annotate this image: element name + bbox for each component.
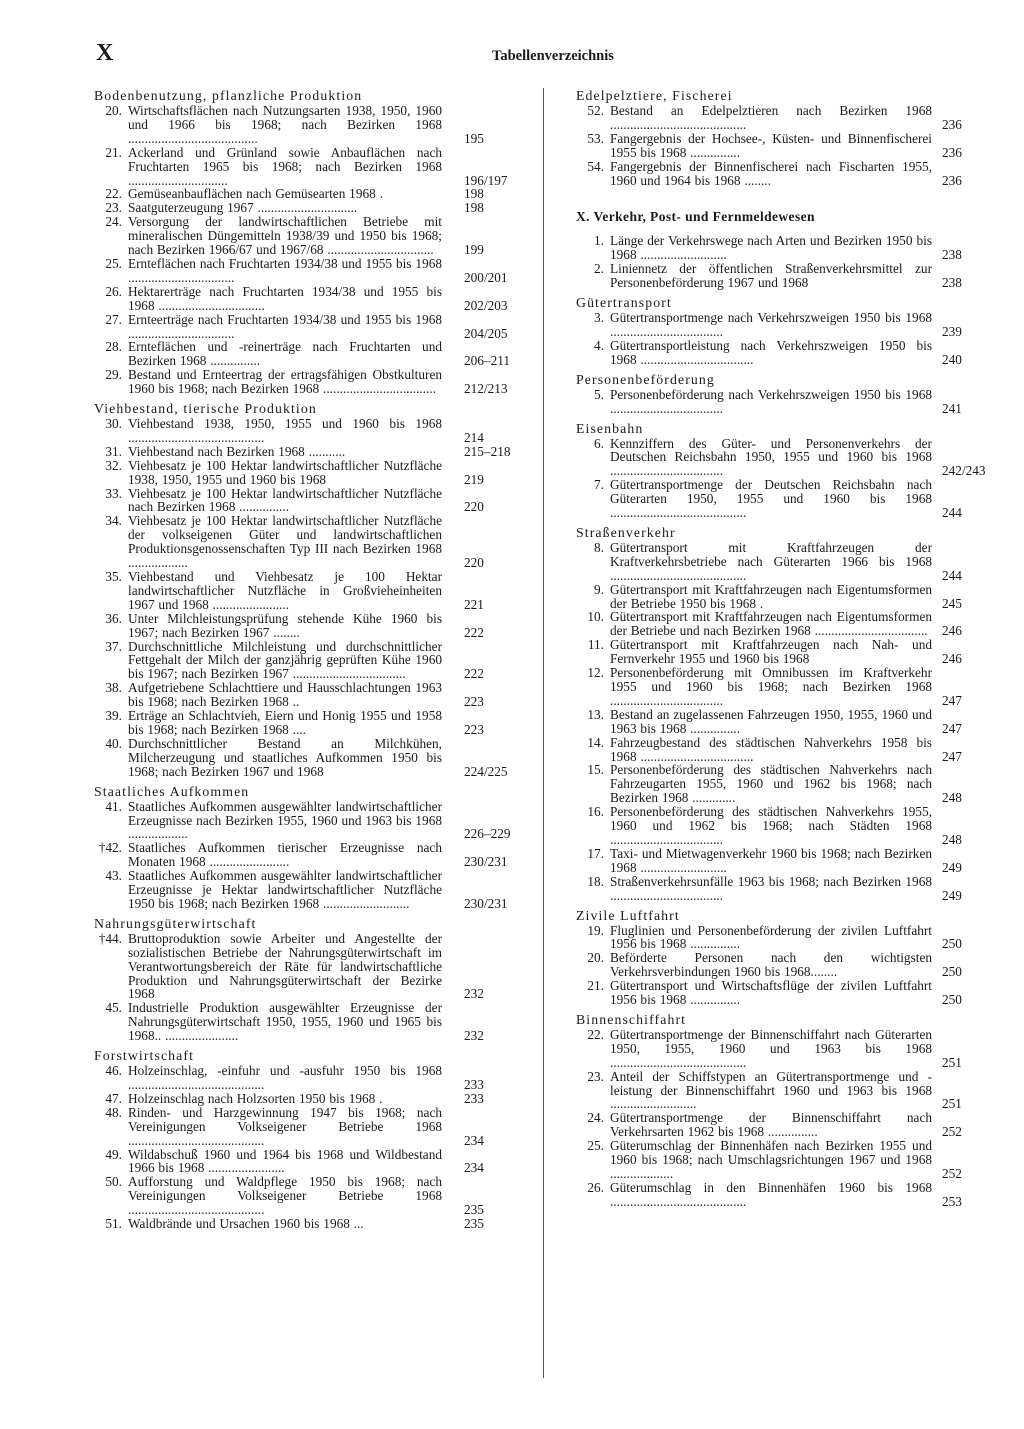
table-number: 28. [105,339,122,355]
toc-entry[interactable] [572,541,998,583]
right-column [572,86,998,1209]
page-number: 240 [942,351,962,367]
toc-entry[interactable] [90,104,520,146]
table-title: Industrielle Produktion ausgewählter Erzeugnisse der Nahrungsgüterwirtschaft 1950, 1955, 1960 und 1965 bis 1968.. ...................... [128,1000,442,1044]
toc-entry[interactable] [572,339,998,367]
toc-entry[interactable] [90,869,520,911]
toc-entry[interactable] [572,1070,998,1112]
table-title: Aufforstung und Waldpflege 1950 bis 1968; nach Vereinigungen Volkseigener Betriebe 1968 ......................................... [128,1174,442,1218]
toc-entry[interactable] [572,1111,998,1139]
toc-entry[interactable] [90,709,520,737]
table-number: 38. [105,680,122,696]
toc-entry[interactable] [90,215,520,257]
toc-entry[interactable] [90,146,520,188]
page-number: 247 [942,748,962,764]
table-title: Viehbestand und Viehbesatz je 100 Hektar landwirtschaftlicher Nutzfläche in Großvieheinheiten 1967 und 1968 ....................... [128,569,442,612]
toc-entry[interactable] [90,417,520,445]
toc-entry[interactable] [572,388,998,416]
table-number: 1. [594,233,604,249]
table-number: 30. [105,416,122,432]
page-number: 212/213 [464,381,508,397]
table-number: 49. [105,1146,122,1162]
page-number: 222 [464,624,484,640]
table-title: Anteil der Schiffstypen an Gütertransportmenge und -leistung der Binnenschiffahrt 1960 und 1963 bis 1968 .......................... [610,1068,932,1112]
page-number: 224/225 [464,763,508,779]
page-number: 235 [464,1202,484,1218]
table-number: 14. [587,734,604,750]
toc-entry[interactable] [572,875,998,903]
page-number: 250 [942,936,962,952]
toc-entry[interactable] [90,1175,520,1217]
toc-entry[interactable] [572,924,998,952]
toc-entry[interactable] [90,313,520,341]
page-number: 244 [942,505,962,521]
table-number: 39. [105,708,122,724]
table-number: 11. [587,637,604,653]
page-number: 253 [942,1193,962,1209]
table-title: Aufgetriebene Schlachttiere und Hausschlachtungen 1963 bis 1968; nach Bezirken 1968 .. [128,680,442,710]
table-title: Fahrzeugbestand des städtischen Nahverkehrs 1958 bis 1968 .................................. [610,734,932,764]
page-number: 196/197 [464,172,508,188]
table-number: 15. [587,762,604,778]
page-number: 220 [464,499,484,515]
table-number: 4. [594,337,604,353]
toc-entry[interactable] [572,805,998,847]
toc-entry[interactable] [572,132,998,160]
table-number: 54. [587,158,604,174]
toc-entry[interactable] [90,640,520,682]
table-title: Bestand an zugelassenen Fahrzeugen 1950, 1955, 1960 und 1963 bis 1968 ............... [610,706,932,736]
toc-entry[interactable] [90,737,520,779]
table-number: 6. [594,435,604,451]
page-number: 252 [942,1166,962,1181]
table-title: Gütertransport mit Kraftfahrzeugen nach Eigentumsformen der Betriebe und nach Bezirken 1968 .................................. [610,609,932,639]
table-number: 20. [587,950,604,966]
page-number: 249 [942,859,962,875]
page-number: 220 [464,555,484,571]
page-number: 233 [464,1090,484,1106]
page-number: 241 [942,400,962,416]
toc-entry[interactable] [572,638,998,666]
table-number: 41. [105,798,122,814]
table-title: Durchschnittlicher Bestand an Milchkühen, Milcherzeugung und staatliches Aufkommen 1950 bis 1968; nach Bezirken 1967 und 1968 [128,735,442,779]
table-title: Gütertransportleistung nach Verkehrszweigen 1950 bis 1968 .................................. [610,337,932,367]
page-number: 199 [464,242,484,258]
table-number: 27. [105,311,122,327]
toc-entry[interactable] [572,979,998,1007]
section-heading: Viehbestand, tierische Produktion [94,401,317,417]
table-number: 43. [105,868,122,884]
toc-entry[interactable] [90,1001,520,1043]
toc-entry[interactable] [90,1092,520,1106]
section-heading: Bodenbenutzung, pflanzliche Produktion [94,88,363,103]
table-title: Gütertransportmenge nach Verkehrszweigen 1950 bis 1968 .................................. [610,310,932,339]
table-number: 25. [587,1138,604,1154]
table-title: Waldbrände und Ursachen 1960 bis 1968 ... [128,1216,364,1232]
table-number: 21. [105,144,122,160]
page-number: 236 [942,116,962,132]
page-number: 233 [464,1077,484,1092]
table-number: 7. [594,477,604,493]
toc-entry[interactable] [90,187,520,201]
page-number: 223 [464,721,484,737]
table-number: 20. [105,103,122,118]
table-number: 16. [587,804,604,820]
page-number: 222 [464,666,484,682]
section-heading: Staatliches Aufkommen [94,783,250,799]
table-number: 51. [105,1216,122,1232]
section-heading: Zivile Luftfahrt [576,907,680,923]
page-number: 202/203 [464,297,508,313]
table-title: Unter Milchleistungsprüfung stehende Kühe 1960 bis 1967; nach Bezirken 1967 ........ [128,610,442,640]
table-title: Versorgung der landwirtschaftlichen Betriebe mit mineralischen Düngemitteln 1938/39 und 1950 bis 1968; nach Bezirken 1966/67 und 1967/68 ................................ [128,214,442,258]
table-title: Holzeinschlag, -einfuhr und -ausfuhr 1950 bis 1968 ......................................... [128,1063,442,1092]
table-title: Gütertransport mit Kraftfahrzeugen nach Eigentumsformen der Betriebe 1950 bis 1968 . [610,581,932,611]
table-number: 35. [105,569,122,584]
toc-entry[interactable] [572,160,998,188]
table-number: 24. [105,214,122,230]
table-title: Länge der Verkehrswege nach Arten und Bezirken 1950 bis 1968 .......................... [610,233,932,263]
table-title: Fangergebnis der Binnenfischerei nach Fischarten 1955, 1960 und 1964 bis 1968 ........ [610,158,932,188]
table-title: Güterumschlag in den Binnenhäfen 1960 bis 1968 ......................................... [610,1179,932,1209]
table-title: Ernteflächen und -reinerträge nach Fruchtarten und Bezirken 1968 ............... [128,339,442,369]
toc-entry[interactable] [90,340,520,368]
page-number: 230/231 [464,895,508,911]
page-number: 251 [942,1096,962,1112]
page-number: 250 [942,992,962,1008]
toc-entry[interactable] [90,368,520,396]
table-number: 53. [587,130,604,146]
table-title: Personenbeförderung des städtischen Nahverkehrs nach Fahrzeugarten 1955, 1960 und 1962 bis 1968; nach Bezirken 1968 ............. [610,762,932,806]
toc-entry[interactable] [90,612,520,640]
table-number: 52. [587,103,604,118]
page-number: 239 [942,323,962,339]
table-title: Bruttoproduktion sowie Arbeiter und Angestellte der sozialistischen Betriebe der Nahrungsgüterwirtschaft im Verantwortungsbereich der Räte für landwirtschaftliche Produktion und Nahrungsgüterwirtschaft der Bezirke 1968 [128,930,442,1002]
toc-entry[interactable] [90,800,520,842]
table-title: Gemüseanbauflächen nach Gemüsearten 1968 . [128,186,383,202]
table-title: Staatliches Aufkommen tierischer Erzeugnisse nach Monaten 1968 ........................ [128,840,442,870]
section-heading: X. Verkehr, Post- und Fernmeldewesen [576,209,815,225]
table-title: Ernteflächen nach Fruchtarten 1934/38 und 1955 bis 1968 ................................ [128,255,442,285]
toc-entry[interactable] [90,1148,520,1176]
table-title: Gütertransport und Wirtschaftsflüge der zivilen Luftfahrt 1956 bis 1968 ............... [610,978,932,1008]
section-heading: Edelpelztiere, Fischerei [576,88,733,103]
table-title: Erträge an Schlachtvieh, Eiern und Honig 1955 und 1958 bis 1968; nach Bezirken 1968 .... [128,708,442,737]
table-title: Viehbesatz je 100 Hektar landwirtschaftlicher Nutzfläche 1938, 1950, 1955 und 1960 bis 1968 [128,457,442,487]
page-number: 234 [464,1132,484,1148]
table-number: 48. [105,1104,122,1120]
column-divider [543,88,544,1378]
page-number: 238 [942,247,962,263]
table-title: Gütertransportmenge der Binnenschiffahrt nach Verkehrsarten 1962 bis 1968 ............... [610,1110,932,1140]
page-number: 226–229 [464,826,511,842]
page-number: 230/231 [464,854,508,870]
table-title: Hektarerträge nach Fruchtarten 1934/38 und 1955 bis 1968 ................................ [128,283,442,313]
page-number: 198 [464,200,484,216]
page-number: 195 [464,130,484,146]
page-number: 238 [942,275,962,291]
table-title: Gütertransport mit Kraftfahrzeugen nach Nah- und Fernverkehr 1955 und 1960 bis 1968 [610,637,932,667]
table-number: 26. [105,283,122,299]
section-heading: Straßenverkehr [576,524,676,540]
toc-entry[interactable] [90,487,520,515]
page-number: 248 [942,790,962,806]
table-number: 47. [105,1090,122,1106]
page-number: 247 [942,692,962,708]
page-number: 221 [464,596,484,612]
toc-entry[interactable] [572,262,998,290]
left-column [90,86,520,1231]
table-number: 9. [594,581,604,597]
table-title: Fluglinien und Personenbeförderung der zivilen Luftfahrt 1956 bis 1968 ............... [610,922,932,952]
section-heading: Binnenschiffahrt [576,1011,687,1027]
table-number: 45. [105,1000,122,1016]
table-number: 32. [105,457,122,473]
table-number: 31. [105,443,122,459]
table-number: 34. [105,513,122,529]
table-number: 12. [587,665,604,681]
table-title: Holzeinschlag nach Holzsorten 1950 bis 1968 . [128,1090,383,1106]
table-title: Beförderte Personen nach den wichtigsten Verkehrsverbindungen 1960 bis 1968........ [610,950,932,980]
table-title: Kennziffern des Güter- und Personenverkehrs der Deutschen Reichsbahn 1950, 1955 und 1960 bis 1968 .................................. [610,435,932,479]
toc-entry[interactable] [572,234,998,262]
page-number: 200/201 [464,269,508,285]
toc-entry[interactable] [90,514,520,570]
table-number: 25. [105,255,122,271]
table-number: 26. [587,1179,604,1195]
page-number: 232 [464,986,484,1002]
table-number: 50. [105,1174,122,1190]
table-title: Wirtschaftsflächen nach Nutzungsarten 1938, 1950, 1960 und 1966 bis 1968; nach Bezirken 1968 ....................................... [128,103,442,146]
toc-entry[interactable] [572,610,998,638]
table-title: Viehbestand 1938, 1950, 1955 und 1960 bis 1968 ......................................... [128,416,442,445]
table-number: 33. [105,485,122,501]
table-number: 5. [594,386,604,402]
page-number: 206–211 [464,353,511,369]
page-number: 249 [942,887,962,903]
page-number: 247 [942,720,962,736]
table-title: Personenbeförderung mit Omnibussen im Kraftverkehr 1955 und 1960 bis 1968; nach Bezirken 1968 .................................. [610,665,932,708]
toc-entry[interactable] [572,104,998,132]
toc-entry[interactable] [90,1064,520,1092]
section-heading: Gütertransport [576,295,672,311]
toc-entry[interactable] [90,257,520,285]
table-number: 3. [594,310,604,326]
table-number: †42. [98,840,122,856]
toc-entry[interactable] [572,666,998,708]
table-number: 8. [594,539,604,555]
toc-entry[interactable] [90,445,520,459]
page-number: 219 [464,471,484,487]
table-title: Liniennetz der öffentlichen Straßenverkehrsmittel zur Personenbeförderung 1967 und 1968 [610,261,932,291]
toc-entry[interactable] [572,708,998,736]
page-number: 198 [464,186,484,202]
table-title: Wildabschuß 1960 und 1964 bis 1968 und Wildbestand 1966 bis 1968 ....................... [128,1146,442,1176]
table-title: Taxi- und Mietwagenverkehr 1960 bis 1968; nach Bezirken 1968 .......................... [610,845,932,875]
page-number: 234 [464,1160,484,1176]
table-number: 22. [587,1026,604,1042]
toc-entry[interactable] [90,459,520,487]
toc-entry[interactable] [90,681,520,709]
toc-entry[interactable] [572,437,998,479]
running-heading: Tabellenverzeichnis [492,48,614,64]
toc-entry[interactable] [90,570,520,612]
table-title: Viehbesatz je 100 Hektar landwirtschaftlicher Nutzfläche nach Bezirken 1968 ............... [128,485,442,515]
toc-entry[interactable] [572,1028,998,1070]
table-title: Durchschnittliche Milchleistung und durchschnittlicher Fettgehalt der Milch der ganzjährig geprüften Kühe 1960 bis 1967; nach Bezirken 1967 .................................. [128,638,442,682]
table-title: Ackerland und Grünland sowie Anbauflächen nach Fruchtarten 1965 bis 1968; nach Bezirken 1968 .............................. [128,144,442,188]
page-number: 236 [942,144,962,160]
table-title: Bestand und Ernteertrag der ertragsfähigen Obstkulturen 1960 bis 1968; nach Bezirken 1968 .................................. [128,367,442,397]
table-title: Bestand an Edelpelztieren nach Bezirken 1968 ......................................... [610,103,932,132]
page-number: 245 [942,595,962,611]
toc-entry[interactable] [90,841,520,869]
section-heading: Forstwirtschaft [94,1048,195,1064]
table-number: 22. [105,186,122,202]
page-number: 248 [942,831,962,847]
table-number: 36. [105,610,122,626]
table-title: Rinden- und Harzgewinnung 1947 bis 1968; nach Vereinigungen Volkseigener Betriebe 1968 ......................................... [128,1104,442,1148]
table-number: 29. [105,367,122,383]
page-number: 215–218 [464,443,511,459]
toc-entry[interactable] [572,478,998,520]
page-number: 204/205 [464,325,508,341]
page-number: 244 [942,567,962,583]
page-number: 236 [942,172,962,188]
page-number: 251 [942,1054,962,1070]
toc-entry[interactable] [572,847,998,875]
table-title: Straßenverkehrsunfälle 1963 bis 1968; nach Bezirken 1968 .................................. [610,873,932,903]
table-title: Fangergebnis der Hochsee-, Küsten- und Binnenfischerei 1955 bis 1968 ............... [610,130,932,160]
toc-entry[interactable] [572,1139,998,1181]
table-title: Viehbesatz je 100 Hektar landwirtschaftlicher Nutzfläche der volkseigenen Güter und landwirtschaftlichen Produktionsgenossenschaften Typ III nach Bezirken 1968 .................. [128,513,442,571]
toc-entry[interactable] [90,201,520,215]
section-heading: Personenbeförderung [576,371,715,387]
table-number: 17. [587,845,604,861]
page-number: 223 [464,694,484,710]
page-header [96,40,972,72]
table-number: 23. [105,200,122,216]
table-title: Gütertransport mit Kraftfahrzeugen der Kraftverkehrsbetriebe nach Güterarten 1966 bis 1968 ......................................... [610,539,932,583]
table-title: Viehbestand nach Bezirken 1968 ........... [128,443,346,459]
page-number: 246 [942,623,962,639]
page-number: 252 [942,1124,962,1140]
table-title: Güterumschlag der Binnenhäfen nach Bezirken 1955 und 1960 bis 1968; nach Umschlagsrichtungen 1967 und 1968 ................... [610,1138,932,1181]
page-number: 246 [942,651,962,667]
table-title: Personenbeförderung nach Verkehrszweigen 1950 bis 1968 .................................. [610,386,932,416]
table-title: Personenbeförderung des städtischen Nahverkehrs 1955, 1960 und 1962 bis 1968; nach Städten 1968 .................................. [610,804,932,847]
table-number: 37. [105,638,122,654]
toc-entry[interactable] [572,1181,998,1209]
table-number: 46. [105,1063,122,1079]
toc-entry[interactable] [572,951,998,979]
table-number: 24. [587,1110,604,1126]
section-heading: Nahrungsgüterwirtschaft [94,915,257,931]
table-number: 10. [587,609,604,625]
toc-entry[interactable] [90,1106,520,1148]
table-number: †44. [98,930,122,946]
table-title: Staatliches Aufkommen ausgewählter landwirtschaftlicher Erzeugnisse je Hektar landwirtschaftlicher Nutzfläche 1950 bis 1968; nach Bezirken 1968 .......................... [128,868,442,911]
section-heading: Eisenbahn [576,420,644,436]
page-number: 242/243 [942,463,986,479]
table-number: 18. [587,873,604,889]
toc-entry[interactable] [90,1217,520,1231]
toc-entry[interactable] [572,736,998,764]
page-number: 232 [464,1028,484,1044]
page-number: 250 [942,964,962,980]
toc-entry[interactable] [572,311,998,339]
chapter-numeral: X [96,40,115,66]
table-number: 13. [587,706,604,722]
toc-entry[interactable] [90,285,520,313]
table-number: 40. [105,735,122,751]
table-number: 19. [587,922,604,938]
table-title: Ernteerträge nach Fruchtarten 1934/38 und 1955 bis 1968 ................................ [128,311,442,341]
toc-entry[interactable] [572,763,998,805]
table-number: 2. [594,261,604,277]
table-title: Staatliches Aufkommen ausgewählter landwirtschaftlicher Erzeugnisse nach Bezirken 1955, 1960 und 1963 bis 1968 .................. [128,798,442,842]
table-number: 23. [587,1068,604,1084]
toc-entry[interactable] [90,932,520,1002]
page-number: 214 [464,429,484,445]
table-title: Gütertransportmenge der Deutschen Reichsbahn nach Güterarten 1950, 1955 und 1960 bis 1968 ......................................... [610,477,932,521]
page-number: 235 [464,1216,484,1232]
table-title: Saatguterzeugung 1967 .............................. [128,200,358,216]
table-title: Gütertransportmenge der Binnenschiffahrt nach Güterarten 1950, 1955, 1960 und 1963 bis 1968 ......................................... [610,1026,932,1070]
toc-entry[interactable] [572,583,998,611]
table-number: 21. [587,978,604,994]
